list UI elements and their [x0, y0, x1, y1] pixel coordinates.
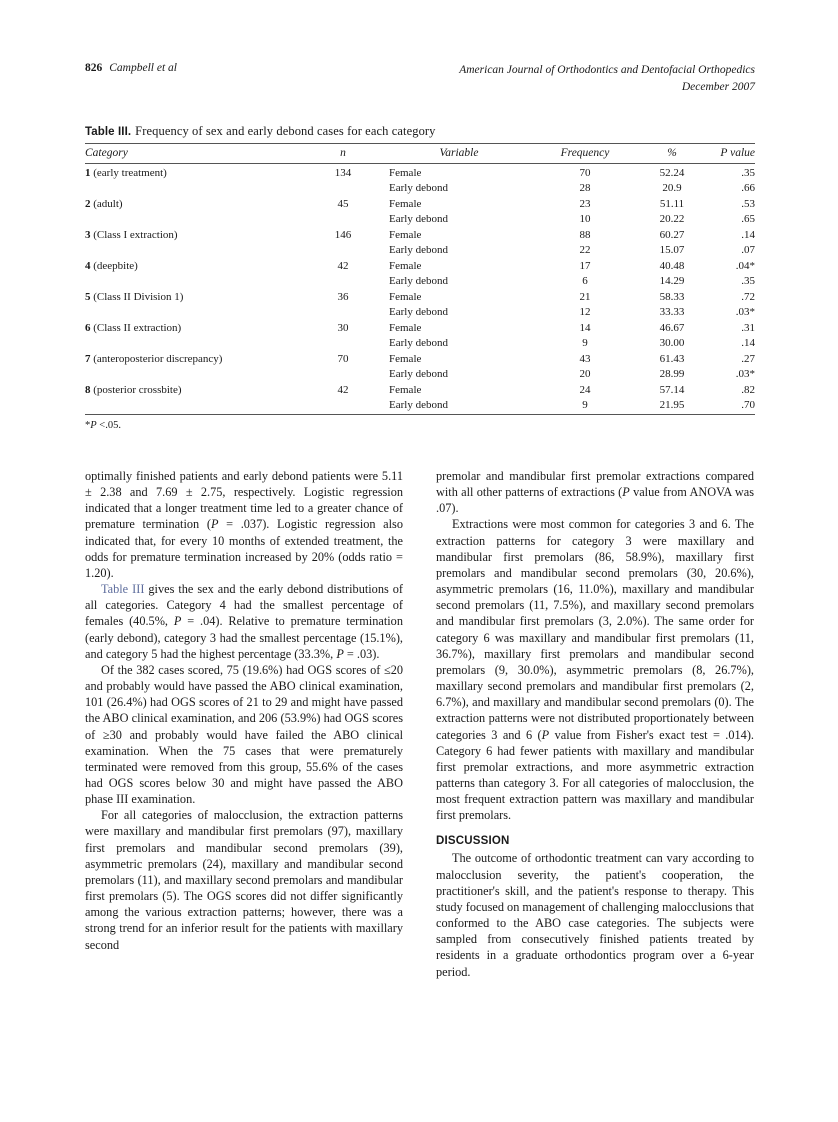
- cell-n: 70: [337, 352, 349, 365]
- category-label: (anteroposterior discrepancy): [90, 352, 223, 365]
- running-head-authors: Campbell et al: [109, 62, 177, 74]
- cell-category: [85, 242, 297, 257]
- table-row: [85, 381, 755, 397]
- table-row: [85, 226, 755, 242]
- body-columns: [85, 468, 755, 980]
- cell-p-value: .03*: [735, 305, 755, 318]
- cell-n: [297, 397, 389, 414]
- cell-n: 30: [337, 321, 349, 334]
- cell-category: [85, 273, 297, 288]
- issue-date: December 2007: [681, 81, 755, 94]
- cell-percent: 28.99: [659, 367, 685, 380]
- table-row: [85, 211, 755, 226]
- cell-frequency: 23: [579, 197, 591, 210]
- table-row: [85, 164, 755, 181]
- footnote-text: <.05.: [96, 419, 121, 431]
- paragraph-ogs-scores: Of the 382 cases scored, 75 (19.6%) had OGS scores of ≤20 and probably would have passed the ABO clinical examination, 101 (26.4%) had OGS scores of 21 to 29 and might have passed the ABO clinical examination, and 206 (53.9%) had OGS scores of ≥30 and probably would have failed the ABO clinical examination. When the 75 cases that were prematurely terminated were removed from this group, 55.6% of the cases had OGS scores below 30 and might have passed the ABO phase III examination.: [85, 662, 403, 807]
- cell-n: 146: [334, 228, 352, 241]
- journal-title: American Journal of Orthodontics and Dentofacial Orthopedics: [459, 64, 755, 76]
- cell-category: [85, 211, 297, 226]
- cell-p-value: .07: [741, 243, 755, 256]
- cell-variable: Female: [389, 290, 422, 303]
- cell-category: [85, 304, 297, 319]
- cell-percent: 46.67: [659, 321, 685, 334]
- cell-p-value: .35: [741, 166, 755, 179]
- category-label: (adult): [90, 197, 123, 210]
- table-header: [85, 144, 755, 164]
- cell-p-value: .03*: [735, 367, 755, 380]
- cell-p-value: .14: [741, 336, 755, 349]
- cell-variable: Female: [389, 197, 422, 210]
- table-row: [85, 195, 755, 211]
- category-number: 3: [85, 228, 91, 241]
- cell-percent: 20.22: [659, 212, 685, 225]
- cell-variable: Female: [389, 321, 422, 334]
- cell-frequency: 14: [579, 321, 591, 334]
- cell-frequency: 9: [582, 336, 588, 349]
- running-head: [85, 62, 755, 97]
- paragraph-extractions-categories: Extractions were most common for categories 3 and 6. The extraction patterns for category 3 were maxillary and mandibular first premolars (86, 58.9%), maxillary first premolars and mandibular second premolars (30, 20.6%), asymmetric premolars (16, 11.0%), maxillary and mandibular second premolars (11, 7.5%), and maxillary second premolars and mandibular first premolars (3, 2.0%). The same order for category 6 was maxillary and mandibular first premolars (11, 36.7%), maxillary first premolars and mandibular second premolars (9, 30.0%), asymmetric premolars (8, 26.7%), maxillary second premolars and mandibular first premolars (2, 6.7%), and maxillary and mandibular second premolars (0). The extraction patterns were not distributed proportionately between categories 3 and 6 (P value from Fisher's exact test = .014). Category 6 had fewer patients with maxillary and mandibular first premolar extractions, and more asymmetric extraction patterns than category 3. For all categories of malocclusion, the most frequent extraction pattern was maxillary and mandibular first premolars.: [436, 517, 754, 823]
- cell-percent: 57.14: [659, 383, 685, 396]
- cell-p-value: .14: [741, 228, 755, 241]
- cell-p-value: .82: [741, 383, 755, 396]
- cell-percent: 14.29: [659, 274, 685, 287]
- cell-frequency: 22: [579, 243, 591, 256]
- section-heading-discussion: DISCUSSION: [436, 835, 510, 848]
- cell-p-value: .72: [741, 290, 755, 303]
- category-number: 8: [85, 383, 91, 396]
- cell-frequency: 24: [579, 383, 591, 396]
- category-number: 6: [85, 321, 91, 334]
- cell-variable: Female: [389, 383, 422, 396]
- cell-n: [297, 335, 389, 350]
- cell-frequency: 21: [579, 290, 591, 303]
- table-caption: [85, 124, 755, 139]
- category-label: (deepbite): [90, 259, 138, 272]
- cell-variable: Female: [389, 259, 422, 272]
- cell-p-value: .35: [741, 274, 755, 287]
- cell-percent: 33.33: [659, 305, 685, 318]
- cell-p-value: .04*: [735, 259, 755, 272]
- cell-variable: Early debond: [389, 336, 448, 349]
- cell-n: 36: [337, 290, 349, 303]
- table-row: [85, 257, 755, 273]
- category-number: 5: [85, 290, 91, 303]
- table-header-row: [85, 144, 755, 164]
- cell-category: [85, 257, 297, 273]
- cell-n: 134: [334, 166, 352, 179]
- category-number: 7: [85, 352, 91, 365]
- cell-percent: 60.27: [659, 228, 685, 241]
- cell-p-value: .65: [741, 212, 755, 225]
- cell-n: 45: [337, 197, 349, 210]
- table-row: [85, 335, 755, 350]
- cell-n: [297, 304, 389, 319]
- cell-frequency: 88: [579, 228, 591, 241]
- cell-frequency: 12: [579, 305, 591, 318]
- cell-category: [85, 366, 297, 381]
- cell-n: [297, 180, 389, 195]
- column-header-variable: Variable: [389, 144, 529, 164]
- cell-p-value: .53: [741, 197, 755, 210]
- cell-frequency: 70: [579, 166, 591, 179]
- category-label: (Class I extraction): [90, 228, 178, 241]
- paragraph-continuation: optimally finished patients and early debond patients were 5.11 ± 2.38 and 7.69 ± 2.75, respectively. Logistic regression indicated that a longer treatment time led to a greater chance of premature termination (P = .037). Logistic regression also indicated that, for every 10 months of extended treatment, the odds for premature termination increased by 20% (odds ratio = 1.20).: [85, 469, 403, 580]
- cell-percent: 20.9: [662, 181, 682, 194]
- table-row: [85, 350, 755, 366]
- cell-variable: Early debond: [389, 243, 448, 256]
- right-column: [436, 468, 754, 980]
- cell-variable: Female: [389, 166, 422, 179]
- table-bottom-rule: [85, 414, 755, 415]
- table-row: [85, 288, 755, 304]
- cell-category: [85, 335, 297, 350]
- column-header-category: Category: [85, 144, 297, 164]
- frequency-table: [85, 143, 755, 414]
- footnote-marker: *: [85, 419, 91, 431]
- cell-category: [85, 319, 297, 335]
- category-label: (Class II extraction): [90, 321, 182, 334]
- cell-variable: Female: [389, 352, 422, 365]
- category-label: (Class II Division 1): [90, 290, 184, 303]
- cell-category: [85, 195, 297, 211]
- cell-percent: 21.95: [659, 398, 685, 411]
- running-head-left: [85, 62, 177, 74]
- cell-frequency: 28: [579, 181, 591, 194]
- cell-p-value: .27: [741, 352, 755, 365]
- cell-percent: 58.33: [659, 290, 685, 303]
- cell-variable: Female: [389, 228, 422, 241]
- table-label: Table III.: [85, 126, 132, 138]
- cell-variable: Early debond: [389, 212, 448, 225]
- table-row: [85, 397, 755, 414]
- cell-category: [85, 350, 297, 366]
- cell-category: [85, 288, 297, 304]
- cell-n: [297, 211, 389, 226]
- cell-percent: 30.00: [659, 336, 685, 349]
- cell-frequency: 6: [582, 274, 588, 287]
- category-number: 1: [85, 166, 91, 179]
- p-value-symbol: P: [720, 147, 728, 159]
- table-cross-reference-link[interactable]: Table III: [101, 582, 145, 597]
- table-row: [85, 180, 755, 195]
- cell-n: [297, 366, 389, 381]
- cell-category: [85, 381, 297, 397]
- category-number: 2: [85, 197, 91, 210]
- category-number: 4: [85, 259, 91, 272]
- category-label: (early treatment): [90, 166, 167, 179]
- cell-percent: 15.07: [659, 243, 685, 256]
- column-header-p-value: [703, 144, 755, 164]
- table-footnote: [85, 420, 755, 431]
- table-row: [85, 366, 755, 381]
- cell-frequency: 17: [579, 259, 591, 272]
- paragraph-table-reference: [85, 581, 403, 662]
- cell-p-value: .70: [741, 398, 755, 411]
- footnote-p-symbol: P: [90, 419, 97, 431]
- table-row: [85, 304, 755, 319]
- cell-n: [297, 242, 389, 257]
- cell-percent: 61.43: [659, 352, 685, 365]
- cell-frequency: 9: [582, 398, 588, 411]
- paragraph-anova: premolar and mandibular first premolar extractions compared with all other patterns of extractions (P value from ANOVA was .07).: [436, 469, 755, 516]
- cell-variable: Early debond: [389, 274, 448, 287]
- column-header-frequency: Frequency: [529, 144, 641, 164]
- left-column: [85, 468, 403, 980]
- cell-p-value: .66: [741, 181, 755, 194]
- table-row: [85, 273, 755, 288]
- cell-category: [85, 180, 297, 195]
- cell-frequency: 10: [579, 212, 591, 225]
- table-container: [85, 124, 755, 431]
- table-caption-text: Frequency of sex and early debond cases for each category: [135, 124, 436, 138]
- running-head-right: [459, 62, 755, 97]
- cell-variable: Early debond: [389, 367, 448, 380]
- cell-n: 42: [337, 259, 349, 272]
- table-row: [85, 319, 755, 335]
- cell-n: [297, 273, 389, 288]
- column-header-n: n: [297, 144, 389, 164]
- cell-frequency: 20: [579, 367, 591, 380]
- category-label: (posterior crossbite): [90, 383, 182, 396]
- column-header-percent: %: [641, 144, 703, 164]
- p-value-word: value: [730, 147, 755, 159]
- paragraph-discussion-opening: The outcome of orthodontic treatment can vary according to malocclusion severity, the patient's cooperation, the practitioner's skill, and the patient's response to therapy. This study focused on management of challenging malocclusions that conformed to the ABO case categories. The subjects were sampled from consecutively finished patients treated by residents in a graduate orthodontics program over a 6-year period.: [436, 851, 754, 979]
- cell-category: [85, 226, 297, 242]
- page-number: 826: [85, 62, 103, 74]
- cell-percent: 51.11: [659, 197, 685, 210]
- cell-percent: 52.24: [659, 166, 685, 179]
- cell-variable: Early debond: [389, 181, 448, 194]
- cell-category: [85, 397, 297, 414]
- cell-variable: Early debond: [389, 305, 448, 318]
- table-row: [85, 242, 755, 257]
- table-body: [85, 164, 755, 414]
- paragraph-extraction-patterns: For all categories of malocclusion, the extraction patterns were maxillary and mandibular first premolars (97), maxillary first premolars and mandibular second premolars (39), asymmetric premolars (24), maxillary and mandibular second premolars (11), and maxillary second premolars and mandibular first premolars (5). The OGS scores did not differ significantly among the various extraction patterns; however, there was a strong trend for an inferior result for the patients with maxillary second: [85, 808, 403, 952]
- cell-category: [85, 164, 297, 181]
- paragraph-table-reference-text: gives the sex and the early debond distributions of all categories. Category 4 had the smallest percentage of females (40.5%, P = .04). Relative to premature termination (early debond), category 3 had the smallest percentage (15.1%), and category 5 had the highest percentage (33.3%, P = .03).: [85, 582, 404, 661]
- cell-percent: 40.48: [659, 259, 685, 272]
- cell-n: 42: [337, 383, 349, 396]
- cell-frequency: 43: [579, 352, 591, 365]
- cell-p-value: .31: [741, 321, 755, 334]
- cell-variable: Early debond: [389, 398, 448, 411]
